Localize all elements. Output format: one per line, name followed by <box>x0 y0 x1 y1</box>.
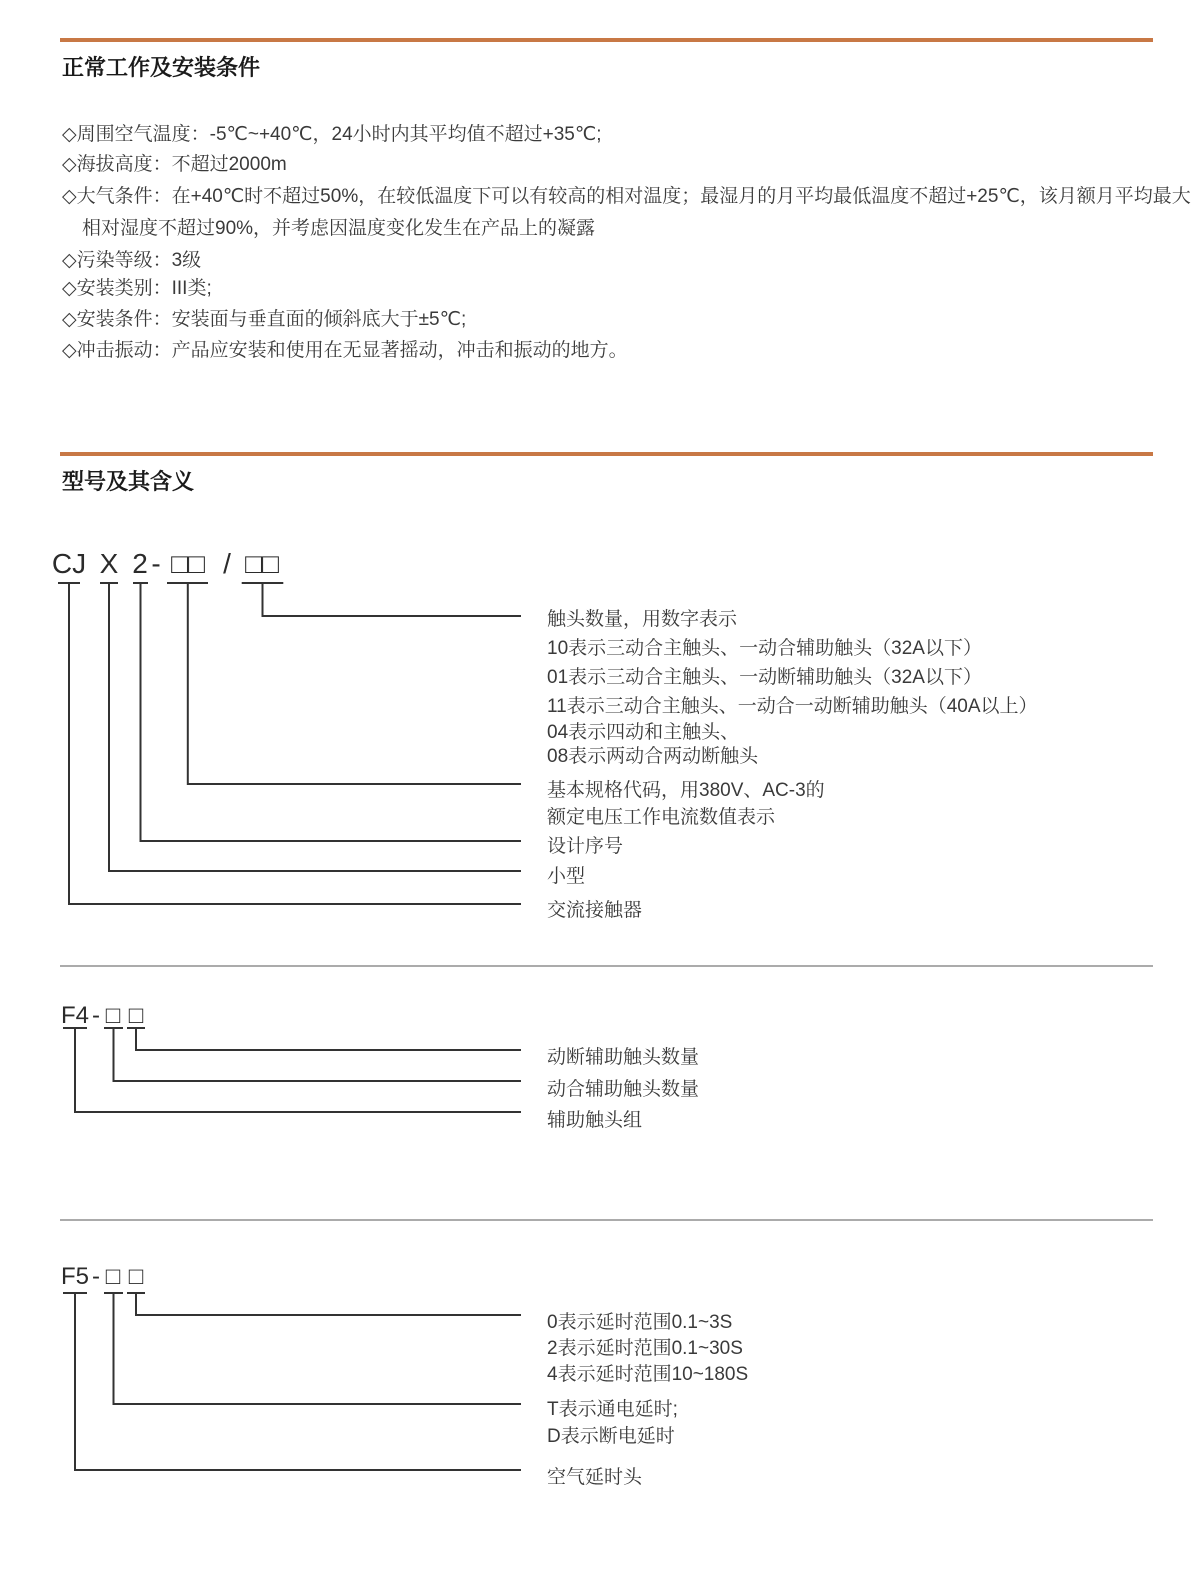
cjx2-label-contact-qty: 触头数量，用数字表示 <box>547 609 738 630</box>
cjx2-label-04: 04表示四动和主触头、 <box>547 722 740 743</box>
f4-label-nc-aux-qty: 动断辅助触头数量 <box>547 1047 700 1068</box>
condition-item: ◇安装条件：安装面与垂直面的倾斜底大于±5℃; <box>62 309 467 330</box>
model-code-token-spec: □□ <box>171 548 205 579</box>
f5-label-on-delay: T表示通电延时; <box>547 1399 678 1420</box>
model-code-token-cj: CJ <box>51 548 87 579</box>
cjx2-label-ac-contactor: 交流接触器 <box>547 900 643 921</box>
f4-code-token-box2: □ <box>128 1002 144 1029</box>
cjx2-label-design-serial: 设计序号 <box>547 836 624 857</box>
condition-item: ◇污染等级：3级 <box>62 250 202 271</box>
condition-item: ◇大气条件：在+40℃时不超过50%，在较低温度下可以有较高的相对温度；最湿月的月平均最低温度不超过+25℃，该月额月平均最大 <box>62 186 1191 207</box>
section-accent-rule <box>60 452 1153 456</box>
section-title-conditions: 正常工作及安装条件 <box>62 55 261 80</box>
cjx2-label-10: 10表示三动合主触头、一动合辅助触头（32A以下） <box>547 638 982 659</box>
model-code-token-hyphen: - <box>151 548 161 579</box>
condition-item: ◇安装类别：III类; <box>62 278 212 299</box>
model-code-token-contacts: □□ <box>245 548 279 579</box>
f4-label-no-aux-qty: 动合辅助触头数量 <box>547 1079 700 1100</box>
f5-label-delay-2: 2表示延时范围0.1~30S <box>547 1338 743 1359</box>
f4-code-token-hyphen: - <box>92 1002 100 1029</box>
f5-code-token-box1: □ <box>105 1263 121 1290</box>
f4-code-token-box1: □ <box>105 1002 121 1029</box>
section-divider <box>60 965 1153 967</box>
cjx2-label-spec-code-2: 额定电压工作电流数值表示 <box>547 807 776 828</box>
cjx2-label-11: 11表示三动合主触头、一动合一动断辅助触头（40A以上） <box>547 696 1038 717</box>
f5-label-off-delay: D表示断电延时 <box>547 1426 675 1447</box>
f5-label-air-head: 空气延时头 <box>547 1467 643 1488</box>
cjx2-label-small-type: 小型 <box>547 866 586 887</box>
section-divider <box>60 1219 1153 1221</box>
model-code-token-2: 2 <box>132 548 148 579</box>
condition-item-wrap: 相对湿度不超过90%，并考虑因温度变化发生在产品上的凝露 <box>82 218 596 239</box>
model-code-token-slash: / <box>223 548 231 579</box>
f4-label-aux-group: 辅助触头组 <box>547 1110 643 1131</box>
f5-code-token-f5: F5 <box>60 1263 90 1290</box>
f5-code-token-hyphen: - <box>92 1263 100 1290</box>
cjx2-label-08: 08表示两动合两动断触头 <box>547 746 759 767</box>
f5-label-delay-0: 0表示延时范围0.1~3S <box>547 1312 733 1333</box>
model-code-token-x: X <box>99 548 119 579</box>
section-accent-rule <box>60 38 1153 42</box>
f5-label-delay-4: 4表示延时范围10~180S <box>547 1364 749 1385</box>
section-title-model: 型号及其含义 <box>62 469 195 494</box>
condition-item: ◇周围空气温度：-5℃~+40℃，24小时内其平均值不超过+35℃; <box>62 124 602 145</box>
cjx2-label-spec-code-1: 基本规格代码，用380V、AC-3的 <box>547 780 825 801</box>
f4-code-token-f4: F4 <box>60 1002 90 1029</box>
condition-item: ◇海拔高度：不超过2000m <box>62 154 287 175</box>
f5-code-token-box2: □ <box>128 1263 144 1290</box>
cjx2-label-01: 01表示三动合主触头、一动断辅助触头（32A以下） <box>547 667 982 688</box>
condition-item: ◇冲击振动：产品应安装和使用在无显著摇动，冲击和振动的地方。 <box>62 340 628 361</box>
